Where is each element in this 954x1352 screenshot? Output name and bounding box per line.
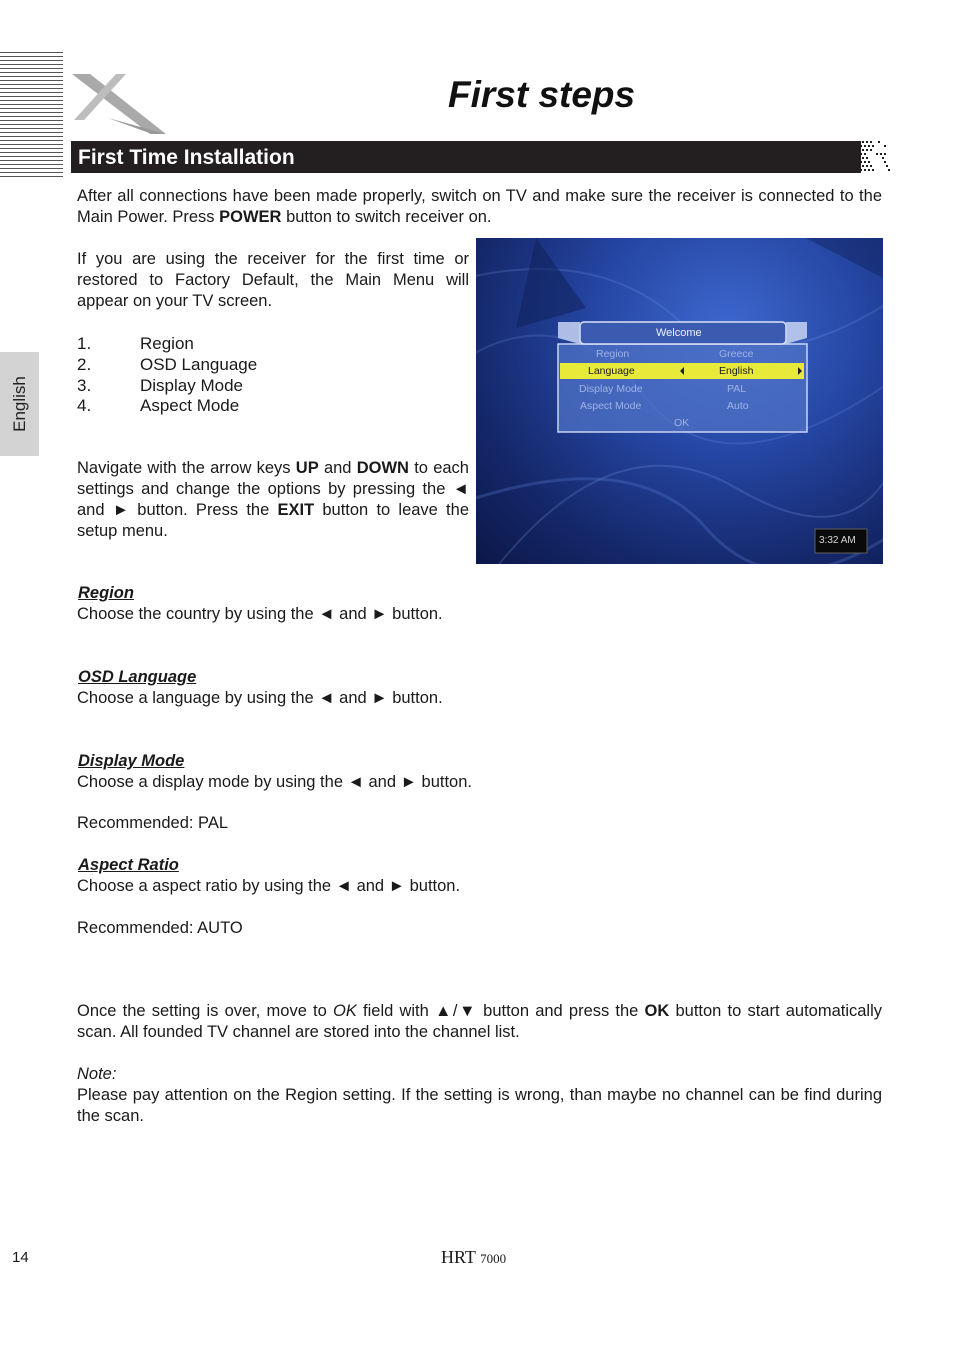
menu-title: Welcome (656, 327, 702, 339)
menu-row-label: Language (588, 365, 635, 377)
menu-row-label: Region (596, 348, 630, 360)
menu-row-value: English (719, 365, 754, 377)
menu-row-value: Greece (719, 348, 754, 360)
menu-row-value: PAL (727, 383, 747, 395)
section-title: First Time Installation (78, 146, 295, 169)
region-heading: Region (78, 584, 134, 602)
menu-row-value: Auto (727, 400, 749, 412)
list-item: 4. Aspect Mode (77, 396, 240, 415)
first-time-paragraph: If you are using the receiver for the first time or restored to Factory Default, the Main Menu will appear on your TV screen. (77, 250, 469, 310)
menu-ok-label: OK (674, 417, 690, 429)
region-text: Choose the country by using the ◄ and ► button. (77, 605, 443, 623)
aspect-ratio-recommended: Recommended: AUTO (77, 919, 243, 937)
brand-logo-icon (68, 70, 168, 136)
list-item: 2. OSD Language (77, 355, 258, 374)
menu-row-label: Aspect Mode (580, 400, 642, 412)
note-label: Note: (77, 1065, 117, 1083)
navigate-paragraph: Navigate with the arrow keys UP and DOWN to each settings and change the options by pressing the ◄ and ► button. Press the EXIT button to leave the setup menu. (77, 459, 469, 540)
menu-row-label: Display Mode (579, 383, 643, 395)
display-mode-text: Choose a display mode by using the ◄ and ► button. (77, 773, 472, 791)
list-item: 3. Display Mode (77, 376, 243, 395)
intro-paragraph: After all connections have been made properly, switch on TV and make sure the receiver is connected to the Main Power. Press POWER button to switch receiver on. (77, 187, 882, 226)
dot-pattern-icon (850, 141, 890, 173)
page-number: 14 (12, 1249, 29, 1266)
page-title: First steps (448, 74, 636, 115)
clock-display: 3:32 AM (819, 535, 856, 546)
closing-paragraph: Once the setting is over, move to OK field with ▲/▼ button and press the OK button to start automatically scan. All founded TV channel are stored into the channel list. (77, 1002, 883, 1041)
note-text: Please pay attention on the Region setting. If the setting is wrong, than maybe no channel can be find during the scan. (77, 1086, 882, 1125)
display-mode-heading: Display Mode (78, 752, 185, 770)
welcome-menu-screenshot (476, 238, 883, 564)
osd-language-heading: OSD Language (78, 668, 197, 686)
model-name: HRT 7000 (441, 1247, 507, 1267)
list-item: 1. Region (77, 334, 194, 353)
aspect-ratio-heading: Aspect Ratio (78, 856, 179, 874)
display-mode-recommended: Recommended: PAL (77, 814, 229, 832)
language-side-label: English (10, 376, 29, 432)
osd-language-text: Choose a language by using the ◄ and ► button. (77, 689, 443, 707)
aspect-ratio-text: Choose a aspect ratio by using the ◄ and ► button. (77, 877, 461, 895)
header-stripes (0, 52, 63, 180)
